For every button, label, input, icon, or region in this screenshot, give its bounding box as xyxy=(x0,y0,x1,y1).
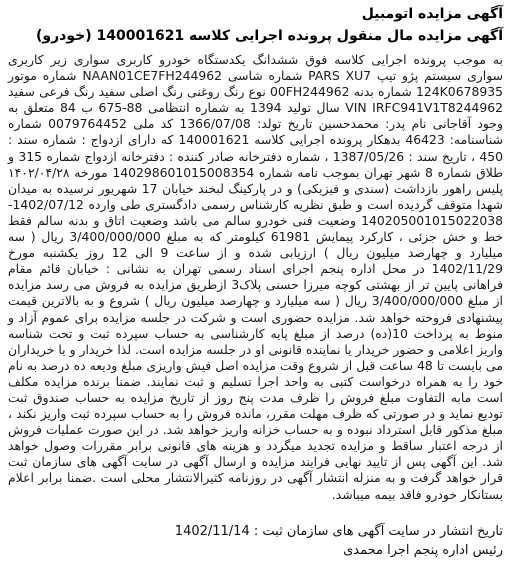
notice-body-text: به موجب پرونده اجرایی کلاسه فوق ششدانگ یکدستگاه خودرو کاربری سواری زیر کاربری سواری سیستم پژو تیپ PARS XU7 شماره شاسی NAAN01CE7FH244962 شماره موتور 124K0678935 شماره بدنه 00FH244962 نوع رنگ روغنی رنگ اصلی سفید رنگ فرعی سفید VIN IRFC941V1T8244962 سال تولید 1394 به شماره انتظامی 88-675 ب 84 متعلق به وجود آقاجانی نام پدر: محمدحسین تاریخ تولد: 1366/07/08 کد ملی 0079764452 شماره شناسنامه: 46423 بدهکار پرونده اجرایی کلاسه 140001621 که دارای ازدواج : شماره سند : 450 ، تاریخ سند : 1387/05/26 ، شماره دفترخانه صادر کننده : دفترخانه ازدواج شماره 315 و طلاق شماره 8 شهر تهران بموجب نامه شماره 140298601015008354 مورخه ۱۴۰۲/۰۴/۲۸ پلیس راهور بازداشت (سندی و فیزیکی) و در پارکینگ لبخند خیابان 17 شهریور نرسیده به میدان شهدا متوقف گردیده است و طبق نظریه کارشناس رسمی دادگستری طی وارده 1402/07/12-140205001015022038 وضعیت فنی خودرو سالم می باشد وضعیت اتاق و بدنه سالم فقط خط و خش جزئی ، کارکرد پیمایش 61981 کیلومتر که به مبلغ 3/400/000/000 ریال ( سه میلیارد و چهارصد میلیون ریال ) ارزیابی شده و از ساعت 9 الی 12 روز یکشنبه مورخ 1402/11/29 در محل اداره پنجم اجرای اسناد رسمی تهران به نشانی : خیابان قائم مقام فراهانی پایین تر از بهشتی کوچه میرزا حسنی پلاک3 ازطریق مزایده به فروش می رسد مزایده از مبلغ 3/400/000/000 ریال ( سه میلیارد و چهارصد میلیون ریال ) شروع و به بالاترین قیمت پیشنهادی فروخته خواهد شد. مزایده حضوری است و شرکت در جلسه مزایده برای عموم آزاد و منوط به پرداخت 10(ده) درصد از مبلغ پایه کارشناسی به حساب سپرده ثبت و تحت شناسه واریز اعلامی و حضور خریدار یا نماینده قانونی او در جلسه مزایده است. لذا خریدار و یا خریداران می بایست تا 48 ساعت قبل از شروع وقت مزایده اصل فیش واریزی مبلغ ودیعه ده درصد به نام خود را به همراه درخواست کتبی به واحد اجرا تسلیم و ثبت نمایند. ضمنا برنده مزایده مکلف است مابه التفاوت مبلغ فروش را ظرف مدت پنج روز از تاریخ مزایده به حساب صندوق ثبت تودیع نماید و در صورتی که ظرف مهلت مقرر، مانده فروش را به حساب سپرده ثبت واریز نکند ، مبلغ مذکور قابل استرداد نبوده و به حساب خزانه واریز خواهد شد. در این صورت عملیات فروش از درجه اعتبار ساقط و مزایده تجدید میگردد و هزینه های قانونی برابر مقررات وصول خواهد شد. این آگهی پس از تایید نهایی فرایند مزایده و ارسال آگهی در سایت آگهی های سازمان ثبت قرار خواهد گرفت و به منزله انتشار آگهی در روزنامه کثیرالانتشار محلی است .ضمنا برابر اعلام بستانکار خودرو فاقد بیمه میباشد. xyxy=(8,52,504,502)
notice-footer xyxy=(8,522,503,560)
publish-date-line: تاریخ انتشار در سایت آگهی های سازمان ثبت : 1402/11/14 xyxy=(174,524,503,539)
signature-line: رئیس اداره پنجم اجرا محمدی xyxy=(343,543,503,558)
notice-heading: آگهی مزایده اتومبیل xyxy=(361,6,503,22)
notice-subheading: آگهی مزایده مال منقول پرونده اجرایی کلاسه 140001621 (خودرو) xyxy=(36,28,503,44)
